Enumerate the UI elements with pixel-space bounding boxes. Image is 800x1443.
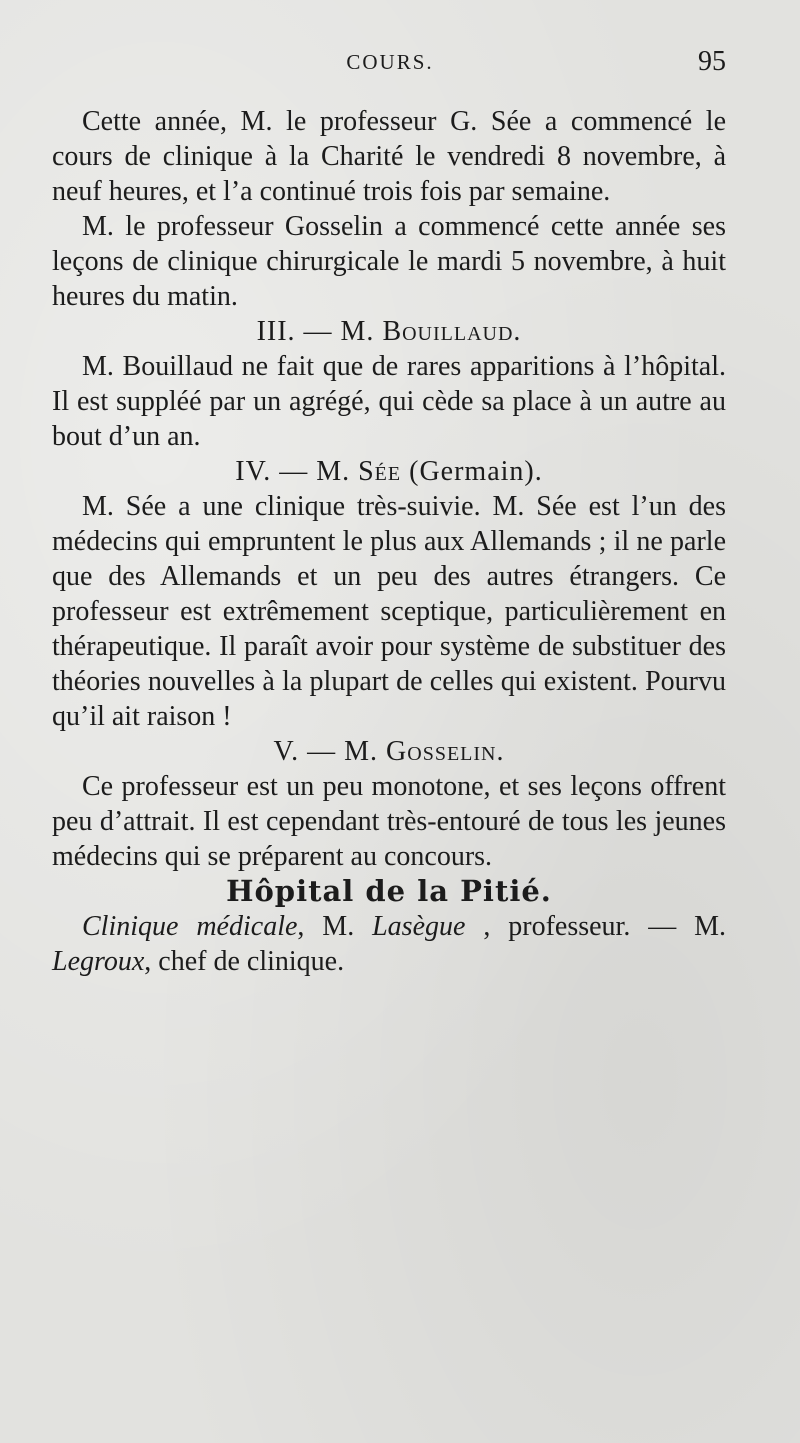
paragraph-gosselin: Ce professeur est un peu monotone, et ses leçons offrent peu d’attrait. Il est cependant très-entouré de tous les jeunes médecins qui se préparent au concours. xyxy=(52,771,726,872)
heading-name: Sée xyxy=(358,456,402,487)
text-fragment: , professeur. — M. xyxy=(483,911,727,942)
chef-name: Legroux xyxy=(52,946,145,977)
text-fragment: , chef de clinique. xyxy=(144,946,345,977)
heading-name: Gosselin. xyxy=(386,736,505,767)
paragraph-bouillaud: M. Bouillaud ne fait que de rares apparitions à l’hôpital. Il est suppléé par un agrégé, qui cède sa place à un autre au bout d’un an. xyxy=(52,351,726,452)
hospital-heading: Hôpital de la Pitié. xyxy=(226,874,552,908)
running-head xyxy=(0,46,800,80)
page-number: 95 xyxy=(698,46,726,77)
professor-name: Lasègue xyxy=(372,911,466,942)
page-body xyxy=(52,104,726,979)
section-heading-see xyxy=(52,454,726,489)
clinic-name: Clinique médicale xyxy=(82,911,298,942)
paragraph-pitie-clinic xyxy=(52,909,726,979)
heading-extra: (Germain). xyxy=(409,456,543,487)
paragraph-see: M. Sée a une clinique très-suivie. M. Sée est l’un des médecins qui empruntent le plus aux Allemands ; il ne parle que des Allemands et un peu des autres étrangers. Ce professeur est extrêmement sceptique, particulièrement en thérapeutique. Il paraît avoir pour système de substituer des théories nouvelles à la plupart de celles qui existent. Pourvu qu’il ait raison ! xyxy=(52,491,726,732)
running-title: COURS. xyxy=(346,50,434,74)
paragraph-see-course: Cette année, M. le professeur G. Sée a commencé le cours de clinique à la Charité le vendredi 8 novembre, à neuf heures, et l’a continué trois fois par semaine. xyxy=(52,106,726,207)
heading-number: III. — M. xyxy=(256,316,375,347)
heading-number: IV. — M. xyxy=(235,456,351,487)
text-fragment: , M. xyxy=(297,911,355,942)
heading-number: V. — M. xyxy=(273,736,379,767)
section-heading-bouillaud xyxy=(52,314,726,349)
section-heading-gosselin xyxy=(52,734,726,769)
heading-name: Bouillaud. xyxy=(382,316,522,347)
paragraph-gosselin-course: M. le professeur Gosselin a commencé cette année ses leçons de clinique chirurgicale le mardi 5 novembre, à huit heures du matin. xyxy=(52,211,726,312)
